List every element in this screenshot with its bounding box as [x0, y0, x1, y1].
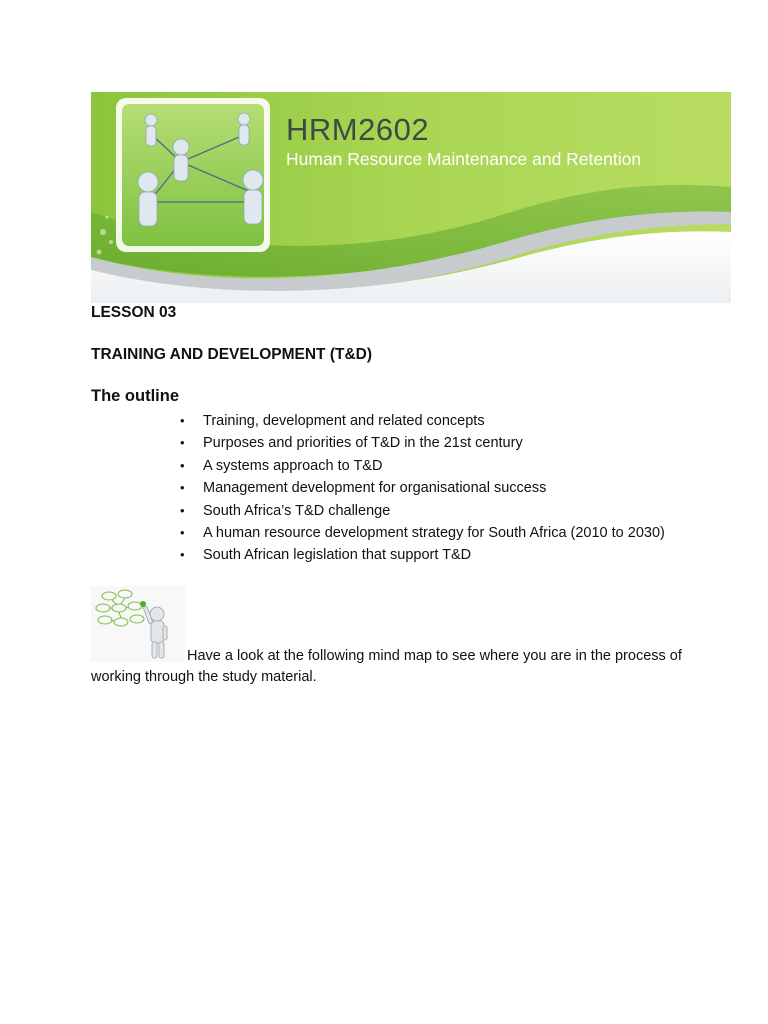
bullet-icon: • — [180, 524, 185, 540]
lesson-title: TRAINING AND DEVELOPMENT (T&D) — [91, 346, 372, 363]
list-item — [180, 410, 665, 432]
outline-list — [180, 410, 665, 567]
outline-heading: The outline — [91, 387, 179, 405]
bullet-icon: • — [180, 502, 185, 518]
course-title: Human Resource Maintenance and Retention — [286, 149, 642, 169]
list-item-text: A human resource development strategy for South Africa (2010 to 2030) — [203, 524, 665, 541]
list-item — [180, 477, 665, 499]
course-code: HRM2602 — [286, 112, 430, 147]
list-item — [180, 522, 665, 544]
list-item — [180, 455, 665, 477]
course-banner — [91, 92, 731, 303]
list-item-text: South African legislation that support T&D — [203, 547, 472, 564]
list-item — [180, 544, 665, 566]
list-item-text: Training, development and related concepts — [203, 413, 485, 429]
bullet-icon: • — [180, 480, 185, 496]
list-item-text: South Africa’s T&D challenge — [203, 502, 391, 519]
list-item-text: Purposes and priorities of T&D in the 21st century — [203, 435, 523, 452]
list-item-text: Management development for organisational success — [203, 480, 547, 497]
intro-paragraph: Have a look at the following mind map to see where you are in the process of working through the study material. — [91, 648, 682, 685]
list-item — [180, 432, 665, 454]
bullet-icon: • — [180, 435, 185, 451]
lesson-number: LESSON 03 — [91, 304, 177, 321]
list-item-text: A systems approach to T&D — [203, 457, 383, 474]
list-item — [180, 500, 665, 522]
bullet-icon: • — [180, 457, 185, 473]
bullet-icon: • — [180, 413, 185, 428]
bullet-icon: • — [180, 547, 185, 563]
